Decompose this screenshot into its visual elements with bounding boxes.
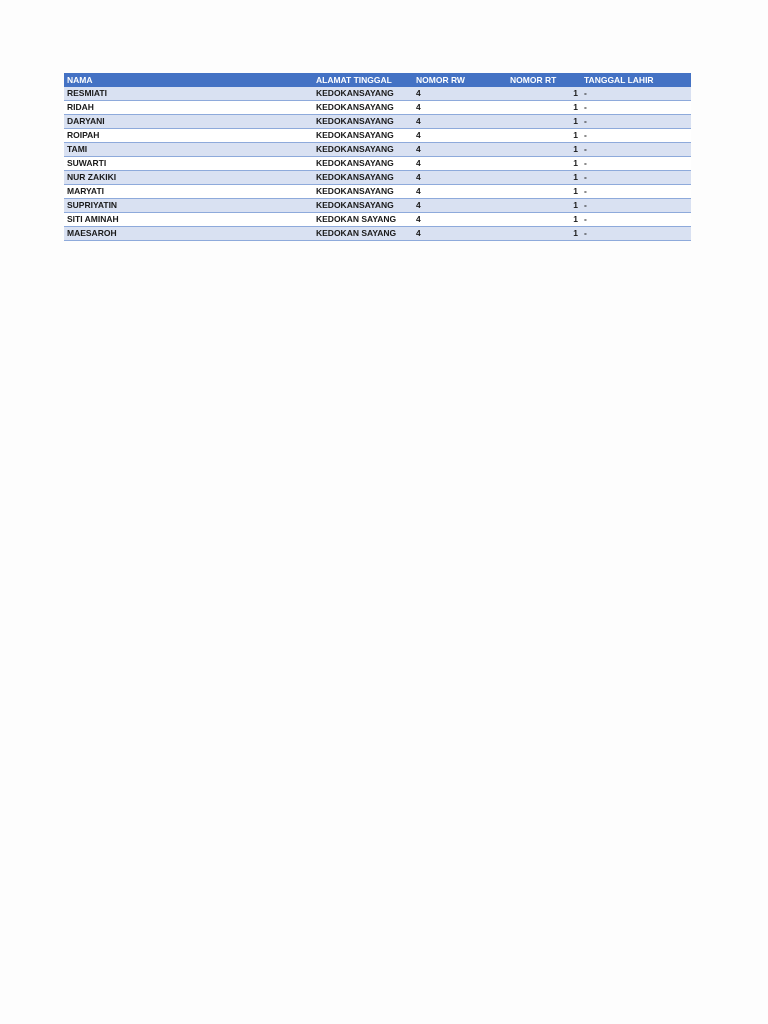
- table-row: [64, 143, 691, 157]
- cell-rt: 1: [507, 171, 581, 185]
- cell-rw: 4: [413, 213, 507, 227]
- cell-rw: 4: [413, 129, 507, 143]
- table-row: [64, 171, 691, 185]
- cell-rt: 1: [507, 129, 581, 143]
- cell-tanggal: -: [581, 227, 691, 241]
- cell-tanggal: -: [581, 129, 691, 143]
- cell-alamat: KEDOKANSAYANG: [313, 199, 413, 213]
- cell-tanggal: -: [581, 143, 691, 157]
- cell-alamat: KEDOKANSAYANG: [313, 115, 413, 129]
- cell-alamat: KEDOKANSAYANG: [313, 129, 413, 143]
- cell-tanggal: -: [581, 87, 691, 101]
- table-row: [64, 115, 691, 129]
- cell-alamat: KEDOKAN SAYANG: [313, 227, 413, 241]
- resident-table: [64, 73, 691, 241]
- cell-nama: MARYATI: [64, 185, 313, 199]
- cell-rw: 4: [413, 87, 507, 101]
- cell-tanggal: -: [581, 101, 691, 115]
- cell-alamat: KEDOKANSAYANG: [313, 185, 413, 199]
- cell-rt: 1: [507, 227, 581, 241]
- table-row: [64, 101, 691, 115]
- cell-rw: 4: [413, 143, 507, 157]
- table-row: [64, 227, 691, 241]
- cell-alamat: KEDOKANSAYANG: [313, 87, 413, 101]
- cell-nama: MAESAROH: [64, 227, 313, 241]
- header-row: [64, 73, 691, 87]
- cell-tanggal: -: [581, 199, 691, 213]
- cell-nama: DARYANI: [64, 115, 313, 129]
- cell-alamat: KEDOKANSAYANG: [313, 171, 413, 185]
- cell-rt: 1: [507, 115, 581, 129]
- table-row: [64, 157, 691, 171]
- cell-rw: 4: [413, 115, 507, 129]
- cell-nama: NUR ZAKIKI: [64, 171, 313, 185]
- table-row: [64, 199, 691, 213]
- cell-alamat: KEDOKANSAYANG: [313, 143, 413, 157]
- cell-nama: SITI AMINAH: [64, 213, 313, 227]
- cell-nama: TAMI: [64, 143, 313, 157]
- cell-rt: 1: [507, 199, 581, 213]
- cell-rw: 4: [413, 227, 507, 241]
- cell-nama: ROIPAH: [64, 129, 313, 143]
- table-row: [64, 185, 691, 199]
- cell-tanggal: -: [581, 185, 691, 199]
- cell-alamat: KEDOKAN SAYANG: [313, 213, 413, 227]
- cell-rt: 1: [507, 213, 581, 227]
- cell-rt: 1: [507, 101, 581, 115]
- cell-rt: 1: [507, 185, 581, 199]
- table-row: [64, 213, 691, 227]
- cell-tanggal: -: [581, 171, 691, 185]
- cell-rw: 4: [413, 199, 507, 213]
- cell-nama: SUWARTI: [64, 157, 313, 171]
- cell-nama: SUPRIYATIN: [64, 199, 313, 213]
- cell-nama: RESMIATI: [64, 87, 313, 101]
- cell-rt: 1: [507, 143, 581, 157]
- table-row: [64, 87, 691, 101]
- header-tanggal: TANGGAL LAHIR: [581, 73, 691, 87]
- cell-rt: 1: [507, 87, 581, 101]
- cell-alamat: KEDOKANSAYANG: [313, 157, 413, 171]
- table-body: [64, 87, 691, 241]
- cell-nama: RIDAH: [64, 101, 313, 115]
- header-alamat: ALAMAT TINGGAL: [313, 73, 413, 87]
- header-rt: NOMOR RT: [507, 73, 581, 87]
- cell-rt: 1: [507, 157, 581, 171]
- cell-alamat: KEDOKANSAYANG: [313, 101, 413, 115]
- cell-tanggal: -: [581, 115, 691, 129]
- cell-rw: 4: [413, 171, 507, 185]
- cell-rw: 4: [413, 185, 507, 199]
- cell-tanggal: -: [581, 157, 691, 171]
- table-row: [64, 129, 691, 143]
- header-nama: NAMA: [64, 73, 313, 87]
- cell-rw: 4: [413, 157, 507, 171]
- cell-rw: 4: [413, 101, 507, 115]
- cell-tanggal: -: [581, 213, 691, 227]
- header-rw: NOMOR RW: [413, 73, 507, 87]
